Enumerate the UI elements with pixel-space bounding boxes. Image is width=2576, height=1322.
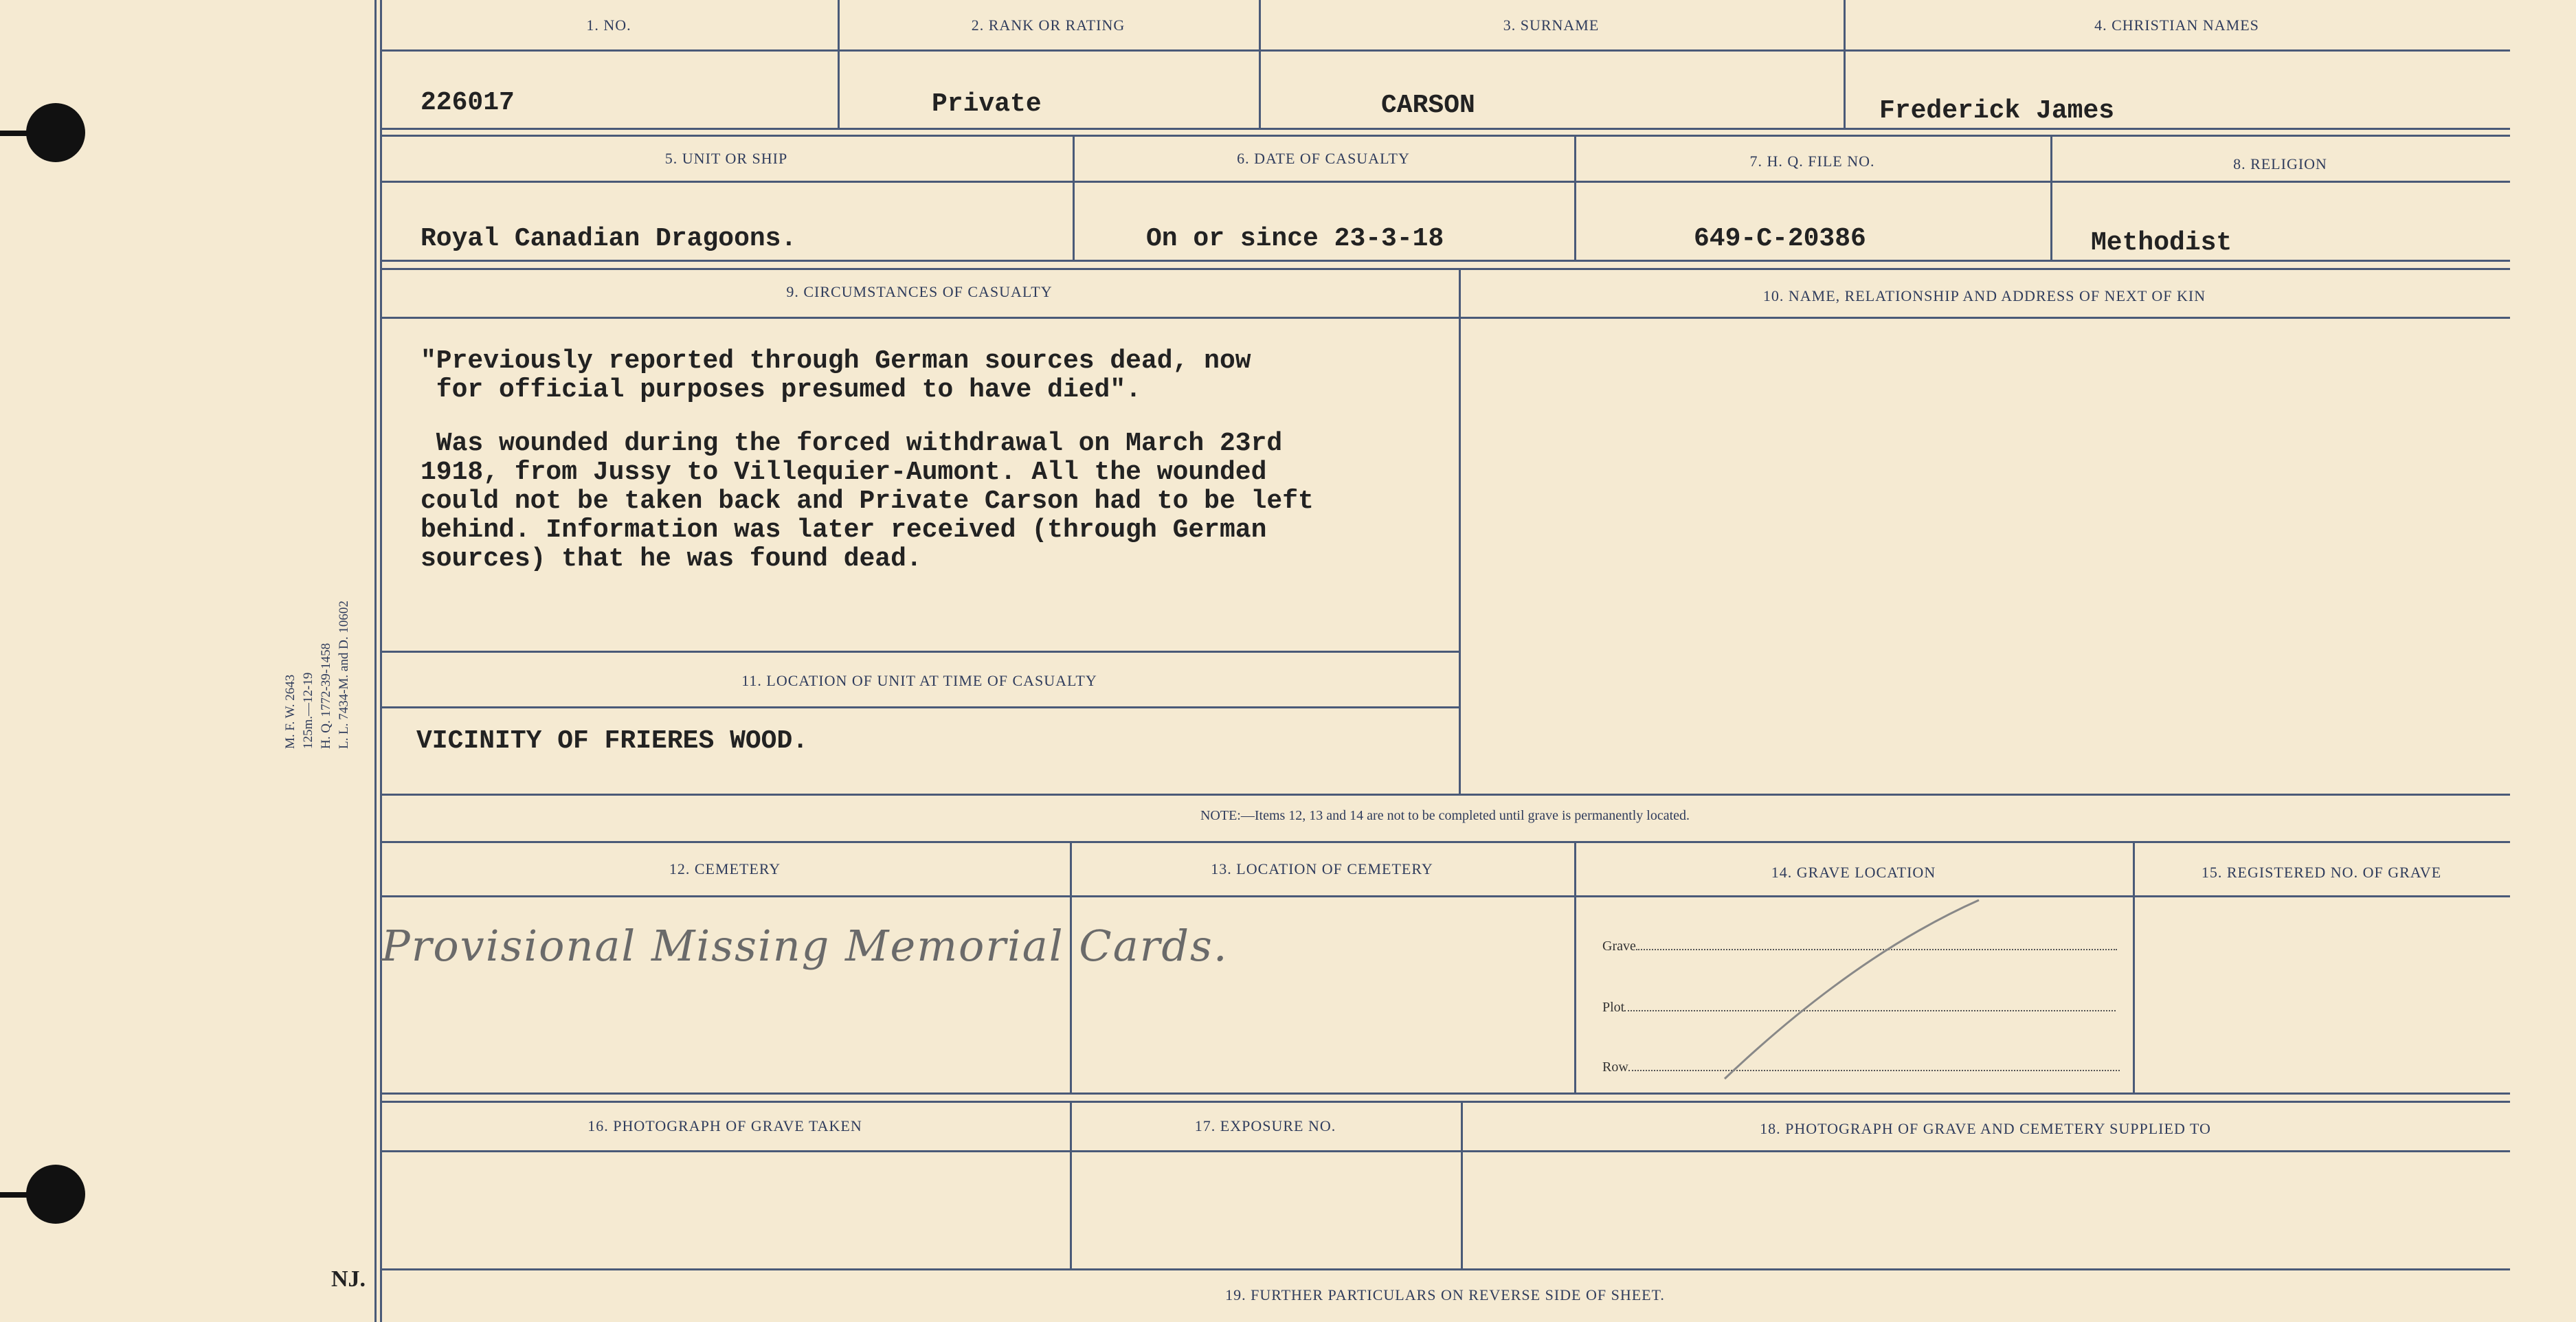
note: NOTE:—Items 12, 13 and 14 are not to be completed until grave is permanently located. <box>1200 808 1690 823</box>
label-location-unit: 11. LOCATION OF UNIT AT TIME OF CASUALTY <box>741 672 1097 689</box>
form-code-line: L. L. 7434-M. and D. 10602 <box>337 601 351 749</box>
date-of-casualty: On or since 23-3-18 <box>1146 224 1444 254</box>
divider <box>380 1093 2510 1095</box>
hq-file-no: 649-C-20386 <box>1694 224 1866 254</box>
circumstances-quote: "Previously reported through German sources dead, now for official purposes presumed to have died". <box>421 346 1251 405</box>
divider <box>2050 135 2052 260</box>
row-label: Row <box>1602 1060 1628 1075</box>
label-exposure: 17. EXPOSURE NO. <box>1194 1117 1336 1134</box>
divider <box>380 895 2510 897</box>
punch-tab <box>0 131 27 136</box>
punch-hole <box>26 1165 85 1224</box>
label-registered: 15. REGISTERED NO. OF GRAVE <box>2201 864 2442 881</box>
label-photo-taken: 16. PHOTOGRAPH OF GRAVE TAKEN <box>587 1117 862 1134</box>
unit: Royal Canadian Dragoons. <box>421 224 797 254</box>
service-number: 226017 <box>421 88 515 117</box>
surname: CARSON <box>1381 91 1475 120</box>
cancel-stroke <box>1718 893 1993 1086</box>
form-code-line: 125m.—12-19 <box>301 672 315 749</box>
label-cemetery: 12. CEMETERY <box>669 860 781 877</box>
label-christian: 4. CHRISTIAN NAMES <box>2094 16 2259 34</box>
form-code <box>282 601 353 749</box>
divider <box>380 841 2510 843</box>
label-unit: 5. UNIT OR SHIP <box>664 150 788 167</box>
label-no: 1. NO. <box>586 16 631 34</box>
divider <box>380 268 2510 270</box>
religion: Methodist <box>2091 228 2232 258</box>
punch-hole <box>26 103 85 162</box>
label-circumstances: 9. CIRCUMSTANCES OF CASUALTY <box>786 283 1053 300</box>
divider <box>380 135 2510 137</box>
divider <box>380 317 2510 319</box>
rank: Private <box>932 89 1042 119</box>
divider <box>380 181 2510 183</box>
circumstances-detail: Was wounded during the forced withdrawal on March 23rd 1918, from Jussy to Villequier-Aumont. All the wounded could not be taken back and Private Carson had to be left behind. Information was later received (through German sources) that he was found dead. <box>421 429 1314 574</box>
divider <box>380 794 2510 796</box>
divider <box>380 128 2510 130</box>
label-file: 7. H. Q. FILE NO. <box>1749 153 1875 170</box>
divider <box>380 260 2510 262</box>
divider <box>380 706 1459 708</box>
location-of-unit: VICINITY OF FRIERES WOOD. <box>416 726 809 756</box>
label-further: 19. FURTHER PARTICULARS ON REVERSE SIDE OF SHEET. <box>1225 1286 1665 1303</box>
label-grave-location: 14. GRAVE LOCATION <box>1771 864 1936 881</box>
label-location-cemetery: 13. LOCATION OF CEMETERY <box>1211 860 1433 877</box>
label-surname: 3. SURNAME <box>1503 16 1600 34</box>
label-religion: 8. RELIGION <box>2233 155 2327 172</box>
divider <box>380 1101 2510 1103</box>
divider <box>380 1150 2510 1152</box>
divider <box>380 49 2510 52</box>
punch-tab <box>0 1192 27 1198</box>
label-rank: 2. RANK OR RATING <box>971 16 1125 34</box>
label-date: 6. DATE OF CASUALTY <box>1237 150 1410 167</box>
cemetery-handwritten: Provisional Missing Memorial Cards. <box>381 921 1229 971</box>
form-code-line: M. F. W. 2643 <box>283 674 298 749</box>
label-kin: 10. NAME, RELATIONSHIP AND ADDRESS OF NEXT OF KIN <box>1762 287 2206 304</box>
divider <box>380 651 1459 653</box>
label-photo-supplied: 18. PHOTOGRAPH OF GRAVE AND CEMETERY SUPPLIED TO <box>1760 1120 2211 1137</box>
form-code-line: H. Q. 1772-39-1458 <box>319 642 333 749</box>
christian-names: Frederick James <box>1879 96 2115 126</box>
initials: NJ. <box>331 1266 366 1292</box>
border <box>374 0 377 1322</box>
plot-label: Plot <box>1602 1000 1625 1015</box>
grave-label: Grave <box>1602 939 1636 954</box>
divider <box>1459 268 1461 794</box>
divider <box>380 1268 2510 1270</box>
